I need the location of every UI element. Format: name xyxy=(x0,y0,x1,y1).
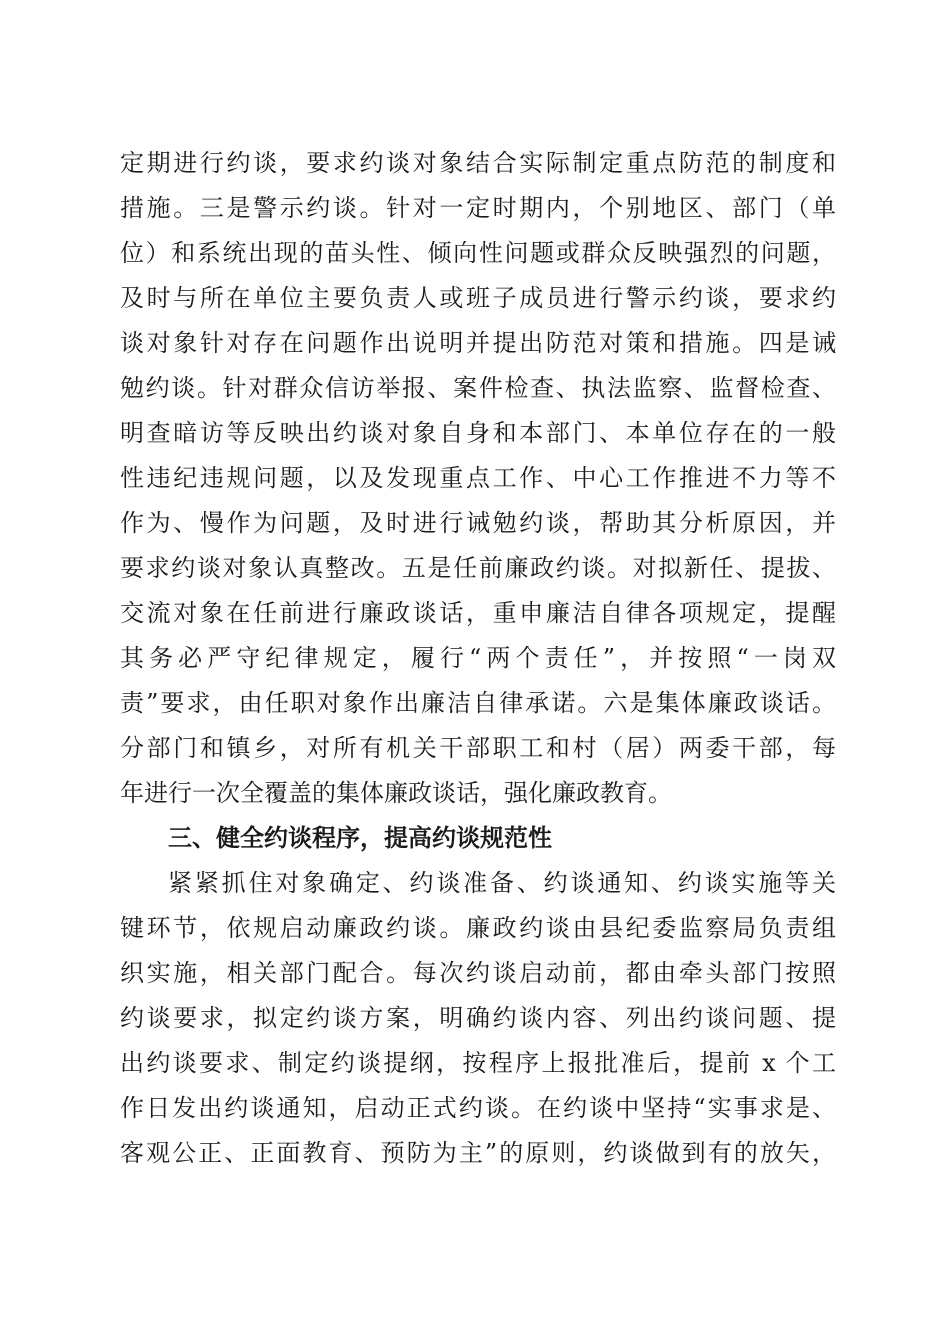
text-line: 约谈要求，拟定约谈方案，明确约谈内容、列出约谈问题、提 xyxy=(120,1004,836,1032)
text-line: 织实施，相关部门配合。每次约谈启动前，都由牵头部门按照 xyxy=(120,959,836,987)
text-line: 键环节，依规启动廉政约谈。廉政约谈由县纪委监察局负责组 xyxy=(120,914,836,942)
text-line: 出约谈要求、制定约谈提纲，按程序上报批准后，提前 x 个工 xyxy=(120,1049,836,1077)
text-line: 及时与所在单位主要负责人或班子成员进行警示约谈，要求约 xyxy=(120,284,836,312)
document-body xyxy=(120,141,836,1176)
section-heading: 三、健全约谈程序，提高约谈规范性 xyxy=(168,824,552,852)
text-line: 交流对象在任前进行廉政谈话，重申廉洁自律各项规定，提醒 xyxy=(120,599,836,627)
text-line: 定期进行约谈，要求约谈对象结合实际制定重点防范的制度和 xyxy=(120,149,836,177)
text-line: 明查暗访等反映出约谈对象自身和本部门、本单位存在的一般 xyxy=(120,419,836,447)
text-line: 作日发出约谈通知，启动正式约谈。在约谈中坚持“实事求是、 xyxy=(120,1094,836,1122)
text-line: 紧紧抓住对象确定、约谈准备、约谈通知、约谈实施等关 xyxy=(168,869,836,897)
text-line: 作为、慢作为问题，及时进行诫勉约谈，帮助其分析原因，并 xyxy=(120,509,836,537)
paragraph-1 xyxy=(120,141,836,816)
paragraph-2 xyxy=(120,861,836,1176)
text-line: 勉约谈。针对群众信访举报、案件检查、执法监察、监督检查、 xyxy=(120,374,836,402)
text-line: 谈对象针对存在问题作出说明并提出防范对策和措施。四是诫 xyxy=(120,329,836,357)
text-line: 分部门和镇乡，对所有机关干部职工和村（居）两委干部，每 xyxy=(120,734,836,762)
text-line: 位）和系统出现的苗头性、倾向性问题或群众反映强烈的问题， xyxy=(120,239,836,267)
text-line: 其务必严守纪律规定，履行“两个责任”，并按照“一岗双 xyxy=(120,644,836,672)
text-line: 年进行一次全覆盖的集体廉政谈话，强化廉政教育。 xyxy=(120,779,672,807)
text-line: 要求约谈对象认真整改。五是任前廉政约谈。对拟新任、提拔、 xyxy=(120,554,836,582)
text-line: 性违纪违规问题，以及发现重点工作、中心工作推进不力等不 xyxy=(120,464,836,492)
text-line: 措施。三是警示约谈。针对一定时期内，个别地区、部门（单 xyxy=(120,194,836,222)
text-line: 责”要求，由任职对象作出廉洁自律承诺。六是集体廉政谈话。 xyxy=(120,689,836,717)
text-line: 客观公正、正面教育、预防为主”的原则，约谈做到有的放矢， xyxy=(120,1139,836,1167)
